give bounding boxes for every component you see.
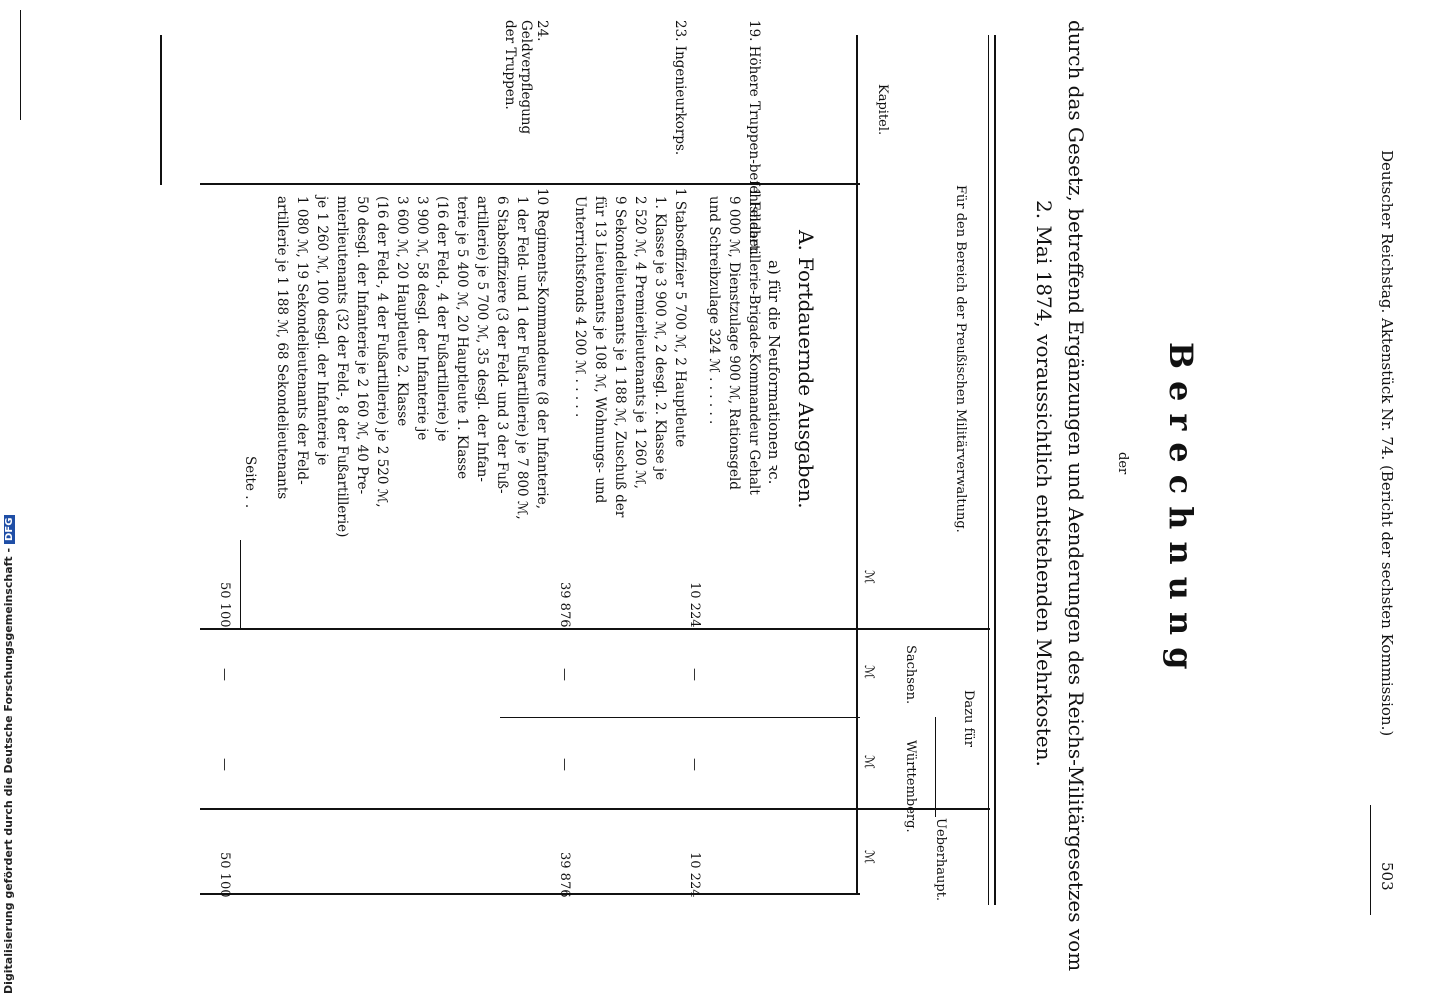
row-24-line-13: 1 080 ℳ, 19 Sekondelieutenants der Feld- bbox=[294, 196, 310, 485]
dfg-logo: DFG bbox=[4, 515, 15, 544]
column-header-wuerttemberg: Württemberg. bbox=[903, 740, 918, 833]
header-rule bbox=[1370, 805, 1371, 915]
row-23-line-3: 2 520 ℳ, 4 Premierlieutenants je 1 260 ℳ, bbox=[632, 196, 648, 489]
row-19-wuerttemberg: — bbox=[687, 758, 702, 771]
row-23-wuerttemberg: — bbox=[557, 758, 572, 771]
seite-amount: 50 100 bbox=[217, 582, 232, 628]
table-header-rule bbox=[856, 35, 858, 895]
seite-sachsen: — bbox=[217, 668, 232, 681]
row-24-line-7: 3 900 ℳ, 58 desgl. der Infanterie je bbox=[414, 196, 430, 441]
row-19-total: 10 224 bbox=[687, 852, 702, 898]
page-number: 503 bbox=[1378, 862, 1396, 891]
row-24-line-8: 3 600 ℳ, 20 Hauptleute 2. Klasse bbox=[394, 196, 410, 427]
row-19-amount: 10 224 bbox=[687, 582, 702, 628]
row-23-line-2: 1. Klasse je 3 900 ℳ, 2 desgl. 2. Klasse je bbox=[652, 196, 668, 481]
column-header-currency: ℳ bbox=[861, 570, 876, 584]
wuerttemberg-column-rule bbox=[200, 808, 990, 810]
heading-line-2: 2. Mai 1874, voraussichtlich entstehenden Mehrkosten. bbox=[1032, 200, 1056, 767]
document-title: Berechnung bbox=[1162, 342, 1200, 682]
row-24-line-10: 50 desgl. der Infanterie je 2 160 ℳ, 40 Pre- bbox=[354, 196, 370, 495]
row-23-line-6: Unterrichtsfonds 4 200 ℳ . . . . . bbox=[572, 196, 588, 418]
table-bottom-rule bbox=[200, 893, 860, 895]
seite-wuerttemberg: — bbox=[217, 758, 232, 771]
table-top-rule bbox=[994, 35, 996, 905]
row-19-sachsen: — bbox=[687, 668, 702, 681]
kapitel-bottom-rule bbox=[160, 35, 162, 185]
row-23-line-1: 1 Stabsoffizier 5 700 ℳ, 2 Hauptleute bbox=[672, 188, 688, 448]
column-header-dazu-fuer: Dazu für bbox=[961, 690, 976, 747]
amount-column-rule bbox=[200, 628, 990, 630]
row-24-line-6: (16 der Feld-, 4 der Fußartillerie) je bbox=[434, 196, 450, 442]
row-24-line-4: artillerie) je 5 700 ℳ, 35 desgl. der Infan- bbox=[474, 196, 490, 482]
row-23-amount: 39 876 bbox=[557, 582, 572, 628]
row-24-line-5: terie je 5 400 ℳ, 20 Hauptleute 1. Klasse bbox=[454, 196, 470, 480]
seite-label: Seite . . bbox=[242, 456, 258, 509]
running-header: Deutscher Reichstag. Aktenstück Nr. 74. (Bericht der sechsten Kommission.) bbox=[1378, 150, 1396, 737]
table-top-rule-thin bbox=[988, 35, 989, 905]
digitization-credit bbox=[2, 515, 15, 994]
sachsen-column-rule bbox=[500, 717, 860, 718]
row-24-line-9: (16 der Feld-, 4 der Fußartillerie) je 2 520 ℳ, bbox=[374, 196, 390, 508]
row-23-line-5: für 13 Lieutenants je 108 ℳ, Wohnungs- und bbox=[592, 196, 608, 504]
heading-line-1: durch das Gesetz, betreffend Ergänzungen und Aenderungen des Reichs-Militärgesetzes vom bbox=[1064, 20, 1088, 972]
column-header-wuerttemberg-currency: ℳ bbox=[861, 755, 876, 769]
column-header-sachsen-currency: ℳ bbox=[861, 665, 876, 679]
seite-rule bbox=[240, 540, 241, 630]
row-23-line-4: 9 Sekondelieutenants je 1 188 ℳ, Zuschuß der bbox=[612, 196, 628, 518]
column-header-ueberhaupt: Ueberhaupt. bbox=[933, 818, 948, 902]
row-23-sachsen: — bbox=[557, 668, 572, 681]
column-header-sachsen: Sachsen. bbox=[903, 645, 918, 705]
column-header-kapitel: Kapitel. bbox=[875, 84, 890, 136]
column-header-ueberhaupt-currency: ℳ bbox=[861, 850, 876, 864]
digitization-credit-text: Digitalisierung gefördert durch die Deutsche Forschungsgemeinschaft - bbox=[2, 547, 15, 994]
row-19-line-1: 1 Feldartillerie-Brigade-Kommandeur Gehalt bbox=[746, 188, 762, 495]
row-kapitel-19: 19. Höhere Truppen-befehlshaber. bbox=[746, 20, 762, 256]
row-kapitel-23: 23. Ingenieurkorps. bbox=[672, 20, 688, 156]
section-a-heading: A. Fortdauernde Ausgaben. bbox=[794, 230, 818, 509]
seite-total: 50 100 bbox=[217, 852, 232, 898]
row-kapitel-24: 24. Geldverpflegung der Truppen. bbox=[502, 20, 550, 135]
row-24-line-12: je 1 260 ℳ, 100 desgl. der Infanterie je bbox=[314, 196, 330, 466]
heading-der: der bbox=[1115, 452, 1130, 475]
dazu-rule bbox=[935, 717, 936, 817]
row-24-line-11: mierlieutenants (32 der Feld-, 8 der Fußartillerie) bbox=[334, 196, 350, 538]
table-subtitle: Für den Bereich der Preußischen Militärverwaltung. bbox=[953, 185, 968, 533]
row-23-total: 39 876 bbox=[557, 852, 572, 898]
row-24-line-14: artillerie je 1 188 ℳ, 68 Sekondelieutenants bbox=[274, 196, 290, 500]
row-19-line-3: und Schreibzulage 324 ℳ . . . . . . bbox=[706, 196, 722, 425]
row-24-line-2: 1 der Feld- und 1 der Fußartillerie) je 7 800 ℳ, bbox=[514, 196, 530, 520]
row-19-line-2: 9 000 ℳ, Dienstzulage 900 ℳ, Rationsgeld bbox=[726, 196, 742, 490]
row-24-line-3: 6 Stabsoffiziere (3 der Feld- und 3 der Fuß- bbox=[494, 196, 510, 494]
row-24-line-1: 10 Regiments-Kommandeure (8 der Infanterie, bbox=[534, 188, 550, 509]
scan-margin-rule bbox=[20, 10, 21, 120]
section-a-subheading: a) für die Neuformationen ꝛc. bbox=[765, 260, 783, 485]
